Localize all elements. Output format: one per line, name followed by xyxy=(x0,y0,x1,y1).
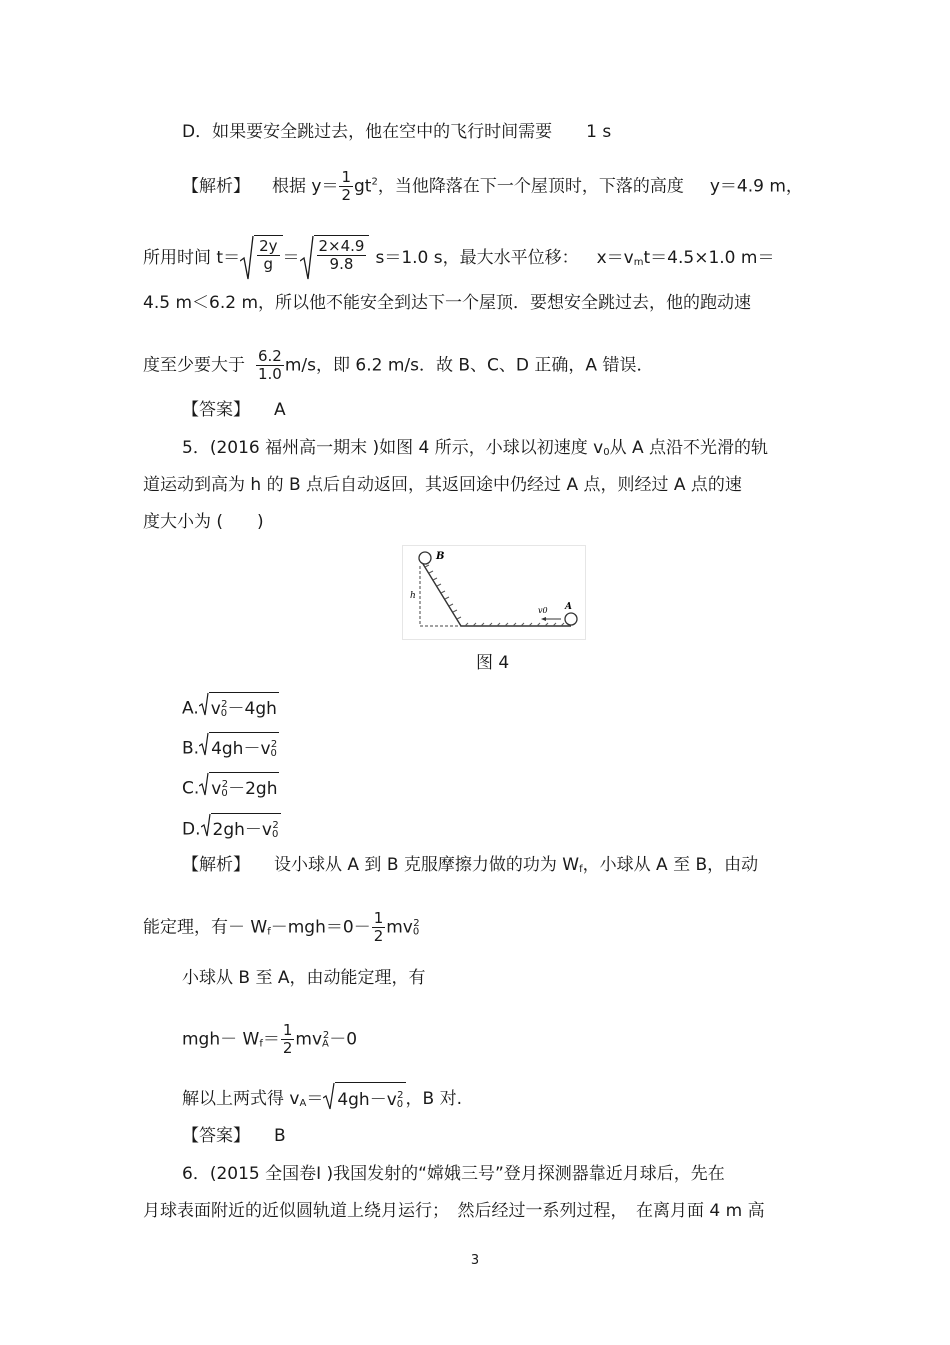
text: ＝ xyxy=(282,248,300,268)
q5-analysis-line4: $mgh- W_f=$ $\frac{1}{2}$ $mv_A^2-0$ xyxy=(182,1021,358,1057)
text: －0 xyxy=(329,1029,358,1050)
sqrt: $4gh-v_0^2$ xyxy=(199,732,279,765)
label-v0: v0 xyxy=(538,606,548,615)
text: t＝4.5×1.0 m＝ xyxy=(643,248,775,268)
option-letter: C. xyxy=(182,778,200,799)
q5-stem-line2: 道运动到高为 h 的 B 点后自动返回，其返回途中仍经过 A 点，则经过 A 点的速 xyxy=(143,475,742,495)
sqrt: $v_0^2-4gh$ xyxy=(199,692,279,725)
answer-value: B xyxy=(274,1126,286,1146)
q4-analysis-line4 xyxy=(143,348,653,383)
option-value: 1 s xyxy=(586,122,612,142)
text: －mgh＝0－ xyxy=(270,917,371,938)
text: s＝1.0 s，最大水平位移： xyxy=(375,248,579,268)
text: mv xyxy=(386,917,413,938)
answer-tag: 【答案】 xyxy=(182,400,250,420)
option-letter: D. xyxy=(182,819,201,840)
q5-option-c xyxy=(182,772,279,805)
track-line xyxy=(423,564,571,626)
answer-value: A xyxy=(274,400,286,420)
text: mv xyxy=(295,1029,323,1050)
q5-analysis-line5: 解以上两式得 $v_A=$ $4gh-v_0^2$ ，B 对. xyxy=(182,1082,462,1116)
option-text: D．如果要安全跳过去，他在空中的飞行时间需要 xyxy=(182,122,553,142)
figure-caption: 图 4 xyxy=(476,653,510,673)
text: gt xyxy=(354,176,372,197)
text: ＝ xyxy=(262,1029,280,1050)
text: 度至少要大于 xyxy=(143,355,245,376)
q4-option-d xyxy=(182,121,611,143)
q5-analysis-line3: 小球从 B 至 A，由动能定理，有 xyxy=(182,968,426,988)
text: ＝ xyxy=(306,1089,324,1109)
text: ，B 对. xyxy=(405,1089,462,1109)
text: m/s，即 6.2 m/s．故 B、C、D 正确，A 错误． xyxy=(284,355,654,376)
q5-answer xyxy=(182,1125,286,1147)
text: ，当他降落在下一个屋顶时，下落的高度 xyxy=(377,176,684,197)
q6-stem-line2: 月球表面附近的近似圆轨道上绕月运行； 然后经过一系列过程， 在离月面 4 m 高 xyxy=(143,1201,765,1221)
q5-analysis-line2: 能定理，有－ $W_f-mgh=0-$ $\frac{1}{2}$ $mv_0^2$ xyxy=(143,909,420,945)
text: ，小球从 A 至 B，由动 xyxy=(582,855,759,875)
ball-at-b xyxy=(419,552,431,564)
q6-stem-line1: 6．(2015 全国卷Ⅰ )我国发射的“嫦娥三号”登月探测器靠近月球后，先在 xyxy=(182,1164,725,1184)
text: y＝4.9 m， xyxy=(709,176,803,197)
track-hatching xyxy=(425,565,572,626)
fraction-half: $\frac{1}{2}$ xyxy=(282,1021,293,1057)
sqrt: $v_0^2-2gh$ xyxy=(199,772,279,805)
track-svg xyxy=(403,546,585,639)
text: 所用时间 t＝ xyxy=(143,248,241,268)
fraction-half: $\frac{1}{2}$ xyxy=(373,909,384,945)
text: 设小球从 A 到 B 克服摩擦力做的功为 W xyxy=(274,855,580,875)
q4-analysis-line1: 【解析】 根据 y＝ $\frac{1}{2}$ $gt^2$，当他降落在下一个屋顶时，下落的高度 y＝4.9 m， xyxy=(182,168,803,204)
label-b: B xyxy=(436,551,445,562)
analysis-tag: 【解析】 xyxy=(182,855,250,875)
sqrt: $2gh-v_0^2$ xyxy=(201,813,281,846)
text: mgh－ W xyxy=(182,1029,260,1050)
q5-stem-line3: 度大小为 ( ) xyxy=(143,512,264,532)
option-letter: B. xyxy=(182,738,200,759)
ball-at-a xyxy=(565,613,577,625)
q4-analysis-line2: 所用时间 t＝ $\frac{2y}{g}$ ＝ $\frac{2\times 4.9}{9.8}$ s＝1.0 s，最大水平位移： $x=v_mt=4.5\times 1.0$ m＝ xyxy=(143,235,774,281)
text: 5．(2016 福州高一期末 )如图 4 所示，小球以初速度 v xyxy=(182,438,604,458)
text: 从 A 点沿不光滑的轨 xyxy=(609,438,769,458)
fraction-half: $\frac{1}{2}$ xyxy=(341,168,352,204)
q5-option-b xyxy=(182,732,279,765)
q5-analysis-line1: 【解析】 设小球从 A 到 B 克服摩擦力做的功为 $W_f$，小球从 A 至 B，由动 xyxy=(182,855,759,875)
q4-analysis-line3: 4.5 m＜6.2 m，所以他不能安全到达下一个屋顶．要想安全跳过去，他的跑动速 xyxy=(143,293,751,313)
figure-4-track-diagram xyxy=(402,545,586,640)
label-a: A xyxy=(565,602,572,612)
answer-tag: 【答案】 xyxy=(182,1126,250,1146)
analysis-tag: 【解析】 xyxy=(182,176,250,197)
q5-option-a xyxy=(182,692,279,725)
text: 能定理，有－ W xyxy=(143,917,268,938)
sqrt: $4gh-v_0^2$ xyxy=(323,1082,405,1116)
page-number: 3 xyxy=(470,1253,480,1268)
q5-option-d xyxy=(182,813,281,846)
option-letter: A. xyxy=(182,698,199,719)
fraction-6.2-over-1.0: $\frac{6.2}{1.0}$ xyxy=(258,347,282,383)
q5-stem-line1: 5．(2016 福州高一期末 )如图 4 所示，小球以初速度 $v_0$从 A 点沿不光滑的轨 xyxy=(182,438,769,458)
arrow-head xyxy=(541,617,546,621)
text: x＝v xyxy=(596,248,634,268)
q4-answer xyxy=(182,399,286,421)
label-h: h xyxy=(410,591,416,601)
text: 解以上两式得 v xyxy=(182,1089,300,1109)
sqrt-2x4.9-over-9.8: $\frac{2\times 4.9}{9.8}$ xyxy=(300,235,370,281)
text: 根据 y＝ xyxy=(272,176,339,197)
sqrt-2y-over-g: $\frac{2y}{g}$ xyxy=(240,235,282,281)
